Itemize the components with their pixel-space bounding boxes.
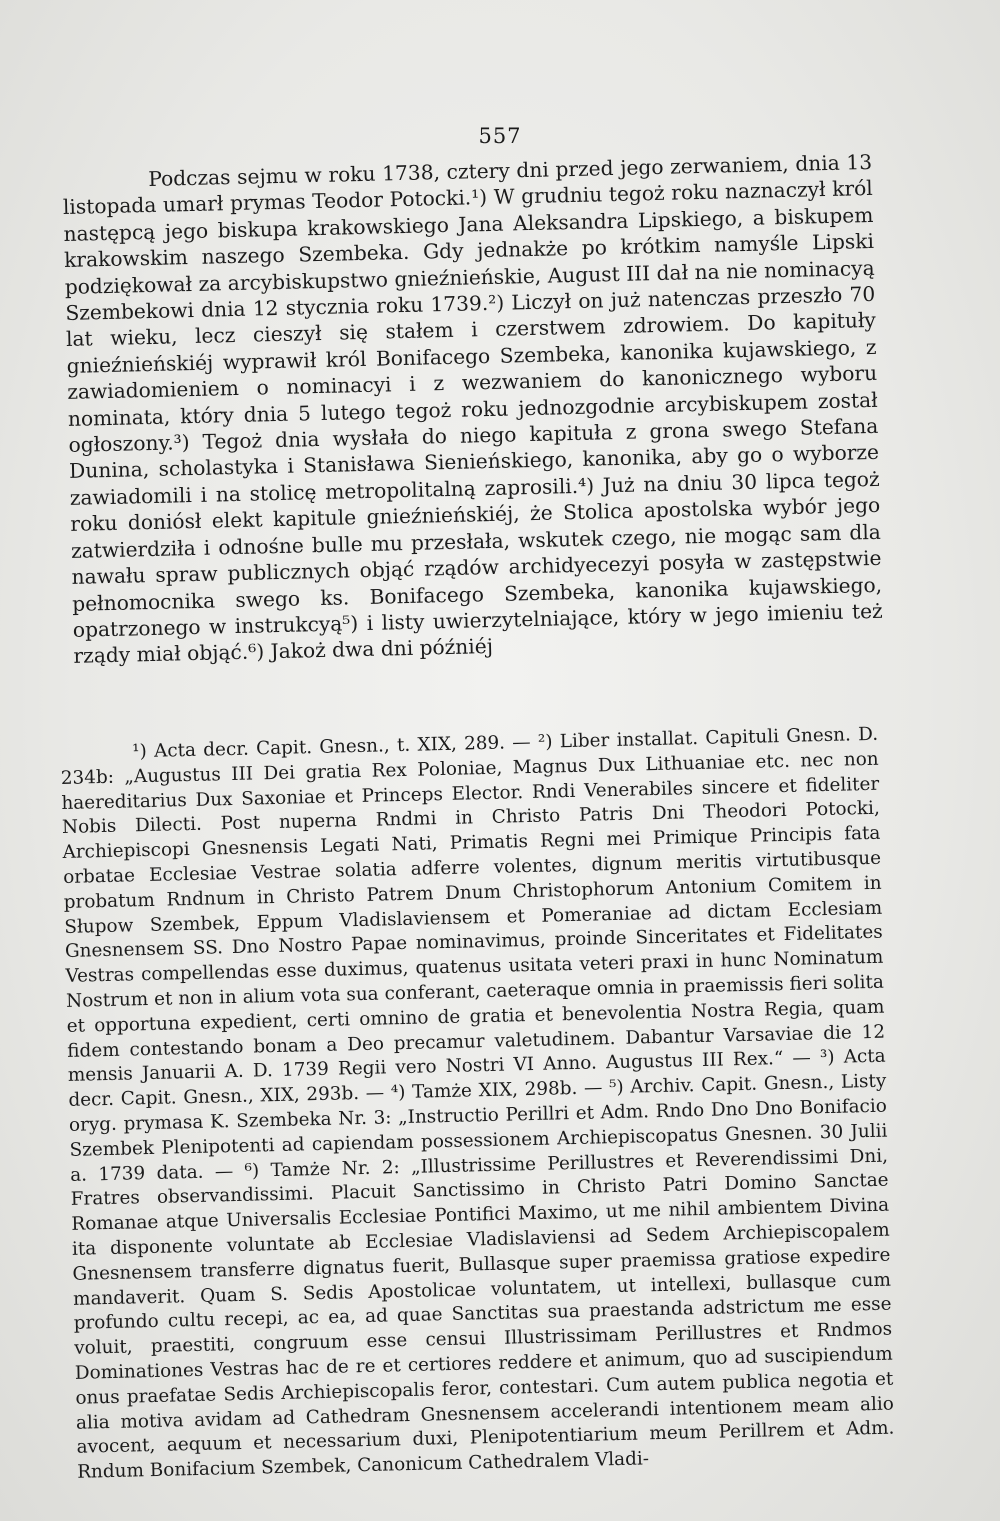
footnotes-text: ¹) Acta decr. Capit. Gnesn., t. XIX, 289. — ²) Liber installat. Capituli Gnesn. D. 234b: „Augustus III Dei gratia Rex Poloniae, Magnus Dux Lithuaniae etc. nec non haereditarius Dux Saxoniae et Princeps Elector. Rndi Venerabiles sincere et fideliter Nobis Dilecti. Post nuperna Rndmi in Christo Patris Dni Theodori Potocki, Archiepiscopi Gnesnensis Legati Nati, Primatis Regni mei Primique Principis fata orbatae Ecclesiae Vestrae solatia adferre volentes, dignum meritis virtutibusque probatum Rndnum in Christo Patrem Dnum Christophorum Antonium Comitem in Słupow Szembek, Eppum Vladislaviensem et Pomeraniae ad dictam Ecclesiam Gnesnensem SS. Dno Nostro Papae nominavimus, proinde Sinceritates et Fidelitates Vestras compellendas esse duximus, quatenus usitata veteri praxi in hunc Nominatum Nostrum et non in alium vota sua conferant, caeteraque omnia in praemissis fieri solita et opportuna expedient, certi omnino de gratia et benevolentia Nostra Regia, quam fidem contestando bonam a Deo precamur valetudinem. Dabantur Varsaviae die 12 mensis Januarii A. D. 1739 Regii vero Nostri VI Anno. Augustus III Rex.“ — ³) Acta decr. Capit. Gnesn., XIX, 293b. — ⁴) Tamże XIX, 298b. — ⁵) Archiv. Capit. Gnesn., Listy oryg. prymasa K. Szembeka Nr. 3: „Instructio Perillri et Adm. Rndo Dno Dno Bonifacio Szembek Plenipotenti ad capiendam possessionem Archiepiscopatus Gnesnen. 30 Julii a. 1739 data. — ⁶) Tamże Nr. 2: „Illustrissime Perillustres et Reverendissimi Dni, Fratres observandissimi. Placuit Sanctissimo in Christo Patri Domino Sanctae Romanae atque Universalis Ecclesiae Pontifici Maximo, ut me nihil ambientem Divina ita disponente voluntate ab Ecclesiae Vladislaviensi ad Sedem Archiepiscopalem Gnesnensem transferre dignatus fuerit, Bullasque super praemissa gratiose expedire mandaverit. Quam S. Sedis Apostolicae voluntatem, ut intellexi, bullasque cum profundo cultu recepi, ac ea, ad quae Sanctitas sua praestanda adstrictum me esse voluit, praestiti, congruum esse censui Illustrissimam Perillustres et Rndmos Dominationes Vestras hac de re et certiores reddere et animum, quo ad suscipiendum onus praefatae Sedis Archiepiscopalis feror, contestari. Cum autem publica negotia et alia motiva avidam ad Cathedram Gnesnensem accelerandi intentionem meam alio avocent, aequum et necessarium duxi, Plenipotentiarium meum Perillrem et Adm. Rndum Bonifacium Szembek, Canonicum Cathedralem Vladi- — [60, 723, 895, 1483]
footnotes-block — [60, 723, 895, 1486]
main-text-block — [62, 149, 884, 670]
body-paragraph: Podczas sejmu w roku 1738, cztery dni przed jego zerwaniem, dnia 13 listopada umarł prymas Teodor Potocki.¹) W grudniu tegoż roku naznaczył król następcą jego biskupa krakowskiego Jana Aleksandra Lipskiego, a biskupem krakowskim naszego Szembeka. Gdy jednakże po krótkim namyśle Lipski podziękował za arcybiskupstwo gnieźnieńskie, August III dał na nie nominacyą Szembekowi dnia 12 stycznia roku 1739.²) Liczył on już natenczas przeszło 70 lat wieku, lecz cieszył się stałem i czerstwem zdrowiem. Do kapituły gnieźnieńskiéj wyprawił król Bonifacego Szembeka, kanonika kujawskiego, z zawiadomieniem o nominacyi i z wezwaniem do kanonicznego wyboru nominata, który dnia 5 lutego tegoż roku jednozgodnie arcybiskupem został ogłoszony.³) Tegoż dnia wysłała do niego kapituła z grona swego Stefana Dunina, scholastyka i Stanisława Sienieńskiego, kanonika, aby go o wyborze zawiadomili i na stolicę metropolitalną zaprosili.⁴) Już na dniu 30 lipca tegoż roku doniósł elekt kapitule gnieźnieńskiéj, że Stolica apostolska wybór jego zatwierdziła i odnośne bulle mu przesłała, wskutek czego, nie mogąc sam dla nawału spraw publicznych objąć rządów archidyecezyi posyła w zastępstwie pełnomocnika swego ks. Bonifacego Szembeka, kanonika kujawskiego, opatrzonego w instrukcyą⁵) i listy uwierzytelniające, który w jego imieniu też rządy miał objąć.⁶) Jakoż dwa dni późniéj — [62, 149, 883, 669]
page-number: 557 — [478, 124, 522, 148]
